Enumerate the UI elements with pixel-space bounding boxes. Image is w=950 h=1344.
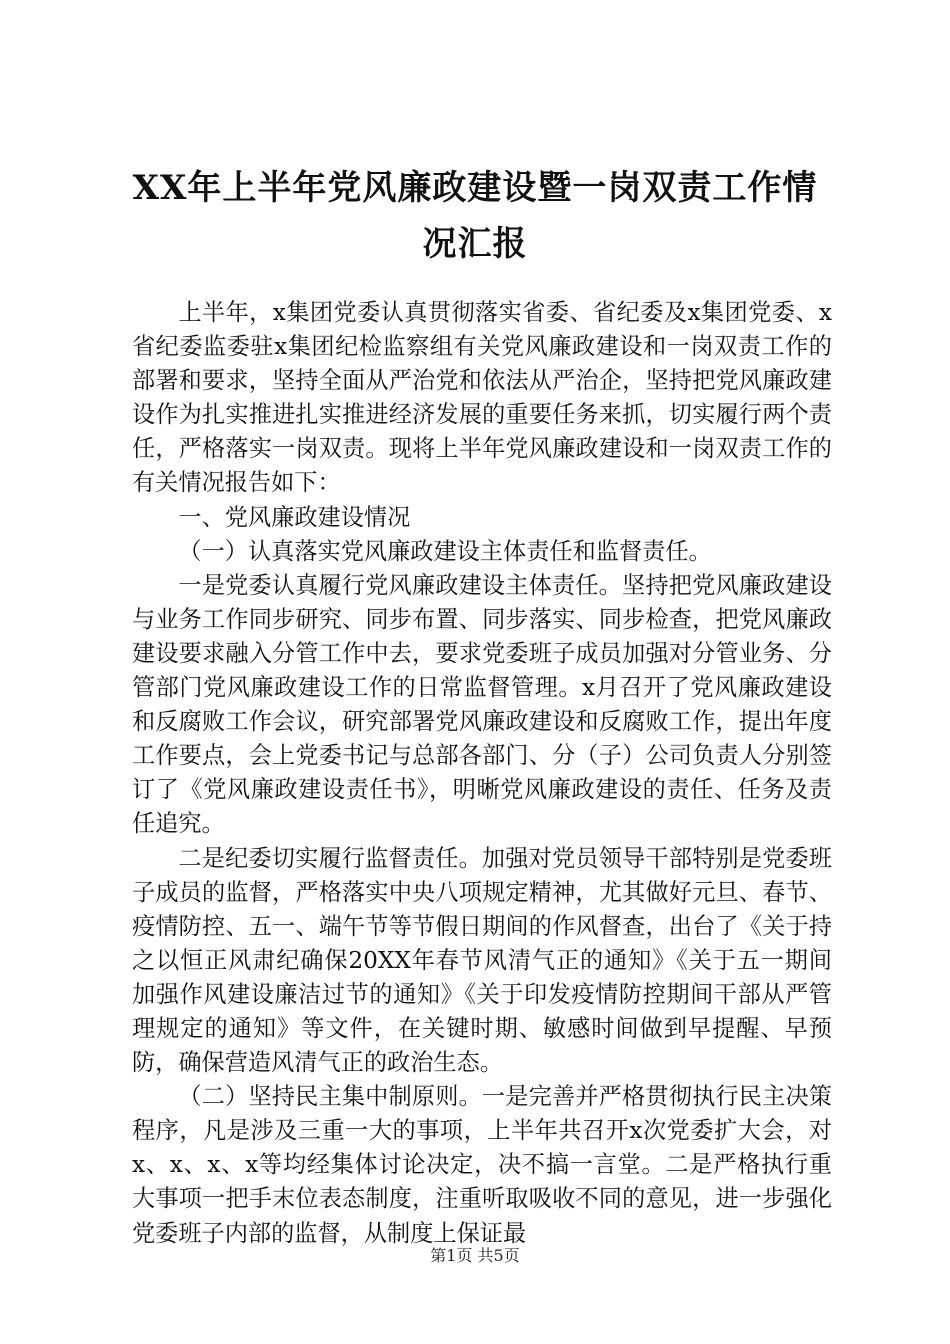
page-indicator: 第1页 共5页 <box>430 1246 520 1265</box>
paragraph-party-responsibility: 一是党委认真履行党风廉政建设主体责任。坚持把党风廉政建设与业务工作同步研究、同步布置、同步落实、同步检查，把党风廉政建设要求融入分管工作中去，要求党委班子成员加强对分管业务、分管部门党风廉政建设工作的日常监督管理。x月召开了党风廉政建设和反腐败工作会议，研究部署党风廉政建设和反腐败工作，提出年度工作要点，会上党委书记与总部各部门、分（子）公司负责人分别签订了《党风廉政建设责任书》，明晰党风廉政建设的责任、任务及责任追究。 <box>132 571 832 838</box>
document-title-line2: 况汇报 <box>422 224 528 264</box>
paragraph-supervision-responsibility: 二是纪委切实履行监督责任。加强对党员领导干部特别是党委班子成员的监督，严格落实中央八项规定精神，尤其做好元旦、春节、疫情防控、五一、端午节等节假日期间的作风督查，出台了《关于持之以恒正风肃纪确保20XX年春节风清气正的通知》《关于五一期间加强作风建设廉洁过节的通知》《关于印发疫情防控期间干部从严管理规定的通知》等文件，在关键时期、敏感时间做到早提醒、早预防，确保营造风清气正的政治生态。 <box>132 844 832 1077</box>
paragraph-democratic-centralism: （二）坚持民主集中制原则。一是完善并严格贯彻执行民主决策程序，凡是涉及三重一大的事项，上半年共召开x次党委扩大会，对x、x、x、x等均经集体讨论决定，决不搞一言堂。二是严格执行重大事项一把手末位表态制度，注重听取吸收不同的意见，进一步强化党委班子内部的监督，从制度上保证最 <box>132 1083 832 1247</box>
document-body <box>132 296 832 1251</box>
subsection-heading-1: （一）认真落实党风廉政建设主体责任和监督责任。 <box>178 537 712 565</box>
section-heading: 一、党风廉政建设情况 <box>178 503 411 531</box>
document-title-line1: XX年上半年党风廉政建设暨一岗双责工作情 <box>132 168 818 208</box>
paragraph-intro: 上半年，x集团党委认真贯彻落实省委、省纪委及x集团党委、x省纪委监委驻x集团纪检监察组有关党风廉政建设和一岗双责工作的部署和要求，坚持全面从严治党和依法从严治企，坚持把党风廉政建设作为扎实推进扎实推进经济发展的重要任务来抓，切实履行两个责任，严格落实一岗双责。现将上半年党风廉政建设和一岗双责工作的有关情况报告如下： <box>132 299 832 497</box>
